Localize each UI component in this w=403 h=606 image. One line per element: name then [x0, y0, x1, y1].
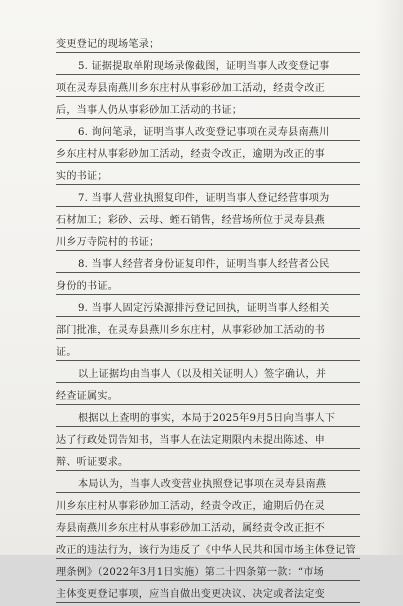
- text-line: [56, 540, 360, 562]
- text-line: [56, 144, 360, 166]
- text-line: [56, 562, 360, 584]
- line-text: 根据以上查明的事实，本局于2025年9月5日向当事人下: [78, 413, 336, 424]
- text-line: [56, 298, 360, 320]
- document-body: [56, 34, 360, 606]
- text-line: [56, 100, 360, 122]
- line-text: 本局认为，当事人改变营业执照登记事项在灵寿县南燕: [78, 479, 327, 490]
- text-line: [56, 188, 360, 210]
- text-line: [56, 320, 360, 342]
- line-text: 主体变更登记事项，应当自做出变更决议、决定或者法定变: [56, 589, 325, 600]
- text-line: [56, 232, 360, 254]
- text-line: [56, 56, 360, 78]
- text-line: [56, 276, 360, 298]
- line-text: 川乡万寺院村的书证；: [56, 237, 160, 248]
- text-line: [56, 364, 360, 386]
- text-line: [56, 342, 360, 364]
- text-line: [56, 518, 360, 540]
- text-line: [56, 166, 360, 188]
- line-text: 寿县南燕川乡东庄村从事彩砂加工活动，属经责令改正拒不: [56, 523, 325, 534]
- line-text: 8. 当事人经营者身份证复印件，证明当事人经营者公民: [78, 259, 330, 270]
- line-text: 后，当事人仍从事彩砂加工活动的书证；: [56, 105, 243, 116]
- line-text: 变更登记的现场笔录；: [56, 39, 160, 50]
- text-line: [56, 496, 360, 518]
- text-line: [56, 430, 360, 452]
- text-line: [56, 584, 360, 606]
- line-text: 项在灵寿县南燕川乡东庄村从事彩砂加工活动，经责令改正: [56, 83, 325, 94]
- text-line: [56, 254, 360, 276]
- line-text: 乡东庄村从事彩砂加工活动，经责令改正，逾期为改正的事: [56, 149, 325, 160]
- text-line: [56, 34, 360, 56]
- page-edge-shadow: [375, 0, 403, 555]
- line-text: 6. 询问笔录，证明当事人改变登记事项在灵寿县南燕川: [78, 127, 330, 138]
- text-line: [56, 386, 360, 408]
- line-text: 石材加工；彩砂、云母、蛭石销售，经营场所位于灵寿县燕: [56, 215, 325, 226]
- line-text: 7. 当事人营业执照复印件，证明当事人登记经营事项为: [78, 193, 330, 204]
- text-line: [56, 78, 360, 100]
- line-text: 改正的违法行为，该行为违反了《中华人民共和国市场主体登记管: [56, 545, 356, 556]
- line-text: 经查证属实。: [56, 391, 119, 402]
- line-text: 身份的书证。: [56, 281, 119, 292]
- line-text: 理条例》（2022年3月1日实施）第二十四条第一款：“市场: [56, 567, 324, 578]
- line-text: 川乡东庄村从事彩砂加工活动，经责令改正，逾期后仍在灵: [56, 501, 325, 512]
- line-text: 实的书证；: [56, 171, 108, 182]
- line-text: 部门批准，在灵寿县燕川乡东庄村，从事彩砂加工活动的书: [56, 325, 325, 336]
- line-text: 达了行政处罚告知书，当事人在法定期限内未提出陈述、申: [56, 435, 325, 446]
- text-line: [56, 452, 360, 474]
- text-line: [56, 210, 360, 232]
- line-text: 5. 证据提取单附现场录像截图，证明当事人改变登记事: [78, 61, 330, 72]
- line-text: 9. 当事人固定污染源排污登记回执，证明当事人经相关: [78, 303, 330, 314]
- text-line: [56, 408, 360, 430]
- line-text: 以上证据均由当事人（以及相关证明人）签字确认，并: [78, 369, 327, 380]
- text-line: [56, 474, 360, 496]
- text-line: [56, 122, 360, 144]
- line-text: 辩、听证要求。: [56, 457, 129, 468]
- line-text: 证。: [56, 347, 77, 358]
